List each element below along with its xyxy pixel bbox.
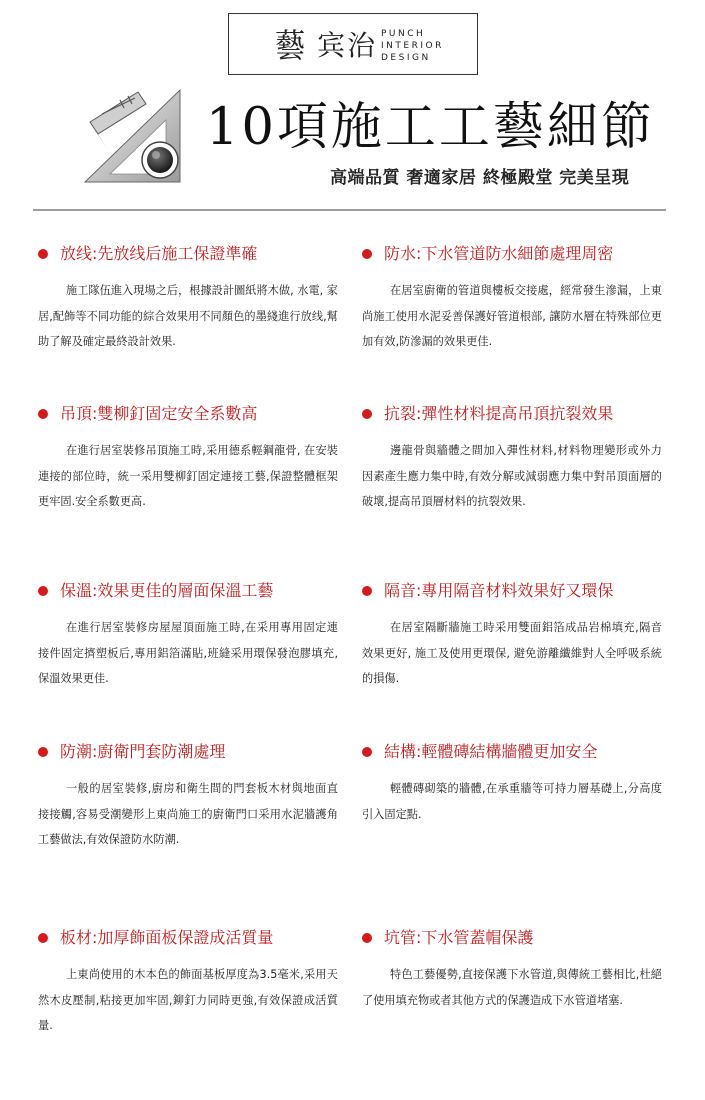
item-title: 防潮:廚衛門套防潮處理 <box>60 742 226 761</box>
bullet-dot-icon <box>362 586 372 596</box>
item-title: 坑管:下水管蓋帽保護 <box>384 928 534 947</box>
item-description: 在居室廚衛的管道與樓板交接處，經常發生滲漏，上東尚施工使用水泥妥善保護好管道根部, 讓防水層在特殊部位更加有效,防滲漏的效果更佳. <box>362 284 662 348</box>
logo-english-name <box>381 28 471 64</box>
craft-item <box>38 578 338 692</box>
item-header <box>38 925 338 953</box>
bullet-dot-icon <box>362 747 372 757</box>
page-title: 10項施工工藝細節 <box>206 98 655 157</box>
craft-item <box>362 578 662 692</box>
item-header <box>362 925 662 953</box>
item-description: 在進行居室裝修房屋屋頂面施工時,在采用專用固定連接件固定擠塑板后,專用鋁箔滿貼,班縫采用環保發泡膠填充,保溫效果更佳. <box>38 621 338 685</box>
craft-item <box>38 925 338 1039</box>
craft-item <box>362 739 662 827</box>
bullet-dot-icon <box>38 409 48 419</box>
item-description: 輕體磚砌築的牆體,在承重牆等可持力層基礎上,分高度引入固定點. <box>362 782 662 821</box>
bullet-dot-icon <box>38 249 48 259</box>
item-description: 在進行居室裝修吊頂施工時,采用德系輕鋼龍骨, 在安裝連接的部位時，統一采用雙柳釘固定連接工藝,保證整體框架更牢固.安全系數更高. <box>38 444 338 508</box>
item-title: 放线:先放线后施工保證準確 <box>60 244 258 263</box>
item-description: 一般的居室裝修,廚房和衛生間的門套板木材與地面直接接觸,容易受潮變形上東尚施工的廚衛門口采用水泥牆護角工藝做法,有效保證防水防潮. <box>38 782 338 846</box>
craft-item <box>362 401 662 515</box>
bullet-dot-icon <box>38 933 48 943</box>
bullet-dot-icon <box>362 249 372 259</box>
logo-english-line: PUNCH <box>381 29 426 39</box>
item-header <box>362 241 662 269</box>
drafting-tools-icon <box>80 82 190 192</box>
item-header <box>38 241 338 269</box>
item-description: 邊龍骨與牆體之間加入彈性材料,材料物理變形或外力因素產生應力集中時,有效分解或減弱應力集中對吊頂面層的破壞,提高吊頂層材料的抗裂效果. <box>362 444 662 508</box>
logo-english-line: DESIGN <box>381 53 431 63</box>
logo-english-line: INTERIOR <box>381 41 444 51</box>
craft-item <box>38 241 338 355</box>
item-description: 在居室隔斷牆施工時采用雙面鋁箔成品岩棉填充,隔音效果更好, 施工及使用更環保, 避免游離纖維對人全呼吸系統的損傷. <box>362 621 662 685</box>
item-header <box>362 401 662 429</box>
item-description: 施工隊伍進入現場之后，根據設計圖紙將木做, 水電, 家居,配飾等不同功能的綜合效果用不同顏色的墨綫進行放线,幫助了解及確定最終設計效果. <box>38 284 338 348</box>
bullet-dot-icon <box>362 933 372 943</box>
item-title: 防水:下水管道防水細節處理周密 <box>384 244 614 263</box>
item-title: 保溫:效果更佳的層面保溫工藝 <box>60 581 274 600</box>
item-header <box>38 739 338 767</box>
item-title: 抗裂:彈性材料提高吊頂抗裂效果 <box>384 404 614 423</box>
item-header <box>38 401 338 429</box>
item-header <box>362 739 662 767</box>
craft-item <box>38 401 338 515</box>
bullet-dot-icon <box>38 586 48 596</box>
item-title: 吊頂:雙柳釘固定安全系數高 <box>60 404 258 423</box>
logo-chinese-name: 宾治 <box>317 29 378 62</box>
logo-mark: 藝 <box>274 26 306 65</box>
item-title: 結構:輕體磚結構牆體更加安全 <box>384 742 598 761</box>
bullet-dot-icon <box>38 747 48 757</box>
divider <box>33 209 666 211</box>
bullet-dot-icon <box>362 409 372 419</box>
craft-item <box>38 739 338 853</box>
item-description: 上東尚使用的木本色的飾面基板厚度為3.5毫米,采用天然木皮壓制,粘接更加牢固,鉚釘力同時更強,有效保證成活質量. <box>38 968 338 1032</box>
item-title: 板材:加厚飾面板保證成活質量 <box>60 928 274 947</box>
item-header <box>38 578 338 606</box>
craft-item <box>362 925 662 1013</box>
craft-item <box>362 241 662 355</box>
tagline: 高端品質 奢適家居 終極殿堂 完美呈現 <box>330 168 630 188</box>
item-header <box>362 578 662 606</box>
logo-box <box>228 13 478 75</box>
item-description: 特色工藝優勢,直接保護下水管道,與傳統工藝相比,杜絕了使用填充物或者其他方式的保護造成下水管道堵塞. <box>362 968 662 1007</box>
item-title: 隔音:專用隔音材料效果好又環保 <box>384 581 614 600</box>
